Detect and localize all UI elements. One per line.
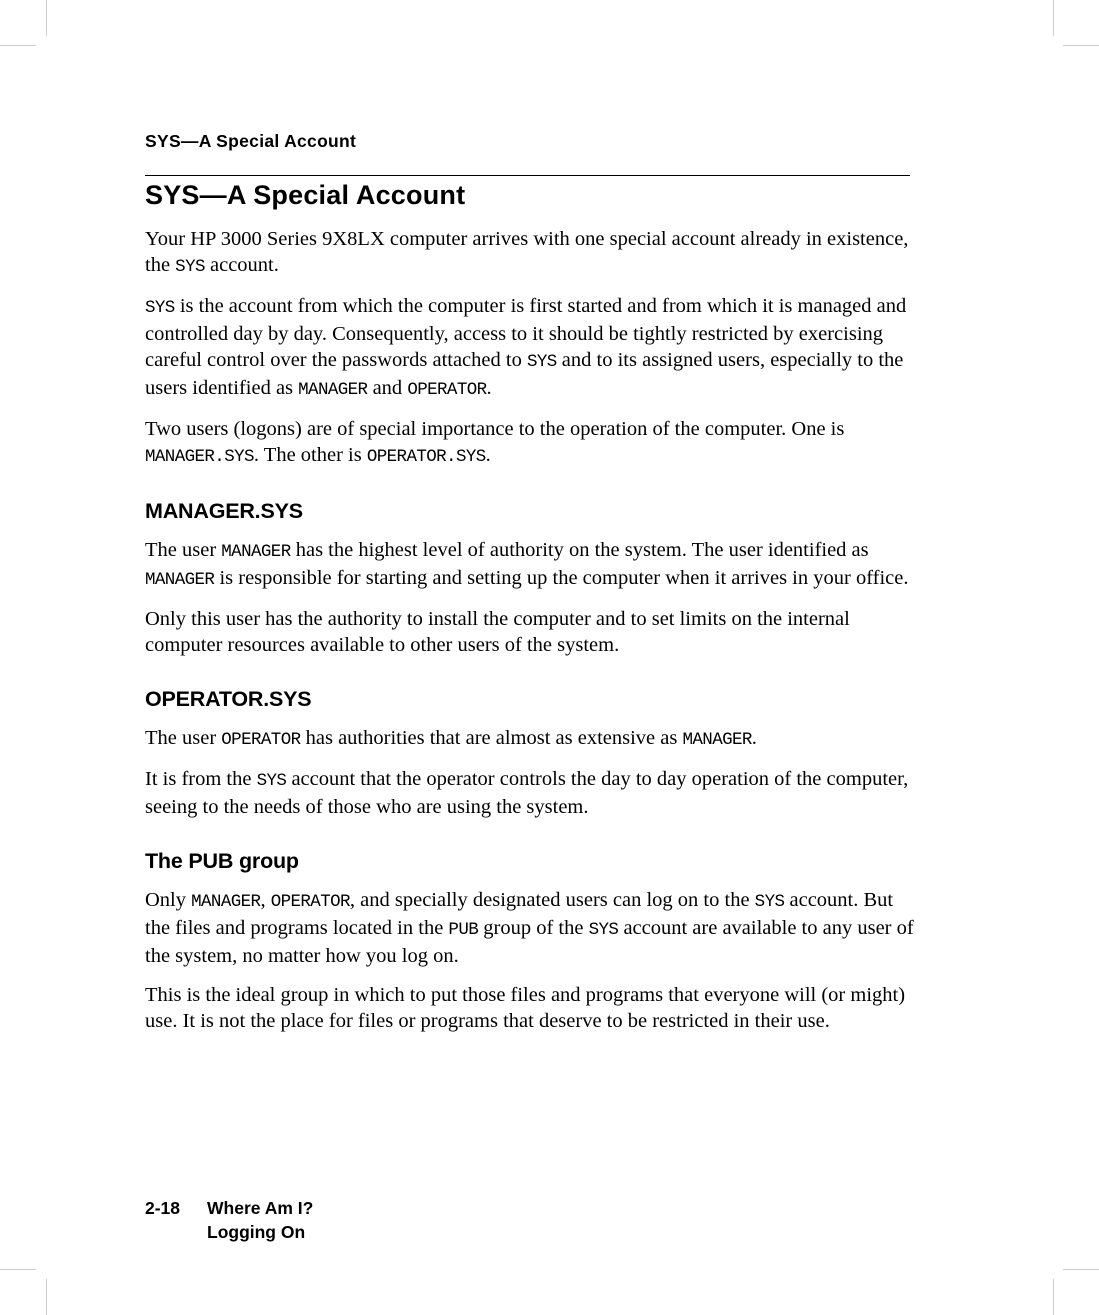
paragraph: Only MANAGER, OPERATOR, and specially designated users can log on to the SYS account. But the files and programs located in the PUB group of the SYS account are available to any user of the system, no matter how you log on. [145, 889, 914, 967]
paragraph: Only this user has the authority to install the computer and to set limits on the internal computer resources available to other users of the system. [145, 608, 850, 656]
section-heading: OPERATOR.SYS [145, 687, 312, 711]
inline-code: SYS [175, 257, 205, 277]
inline-code: MANAGER.SYS [145, 447, 254, 467]
paragraph: Two users (logons) are of special importance to the operation of the computer. One is MANAGER.SYS. The other is OPERATOR.SYS. [145, 418, 845, 467]
inline-code: SYS [754, 892, 785, 912]
paragraph: Your HP 3000 Series 9X8LX computer arrives with one special account already in existence, the SYS account. [145, 228, 909, 277]
crop-mark [46, 0, 47, 36]
crop-mark [0, 1269, 36, 1270]
paragraph: It is from the SYS account that the operator controls the day to day operation of the computer, seeing to the needs of those who are using the system. [145, 768, 909, 818]
page-title: SYS—A Special Account [145, 180, 466, 210]
inline-code: MANAGER [191, 892, 261, 912]
inline-code: MANAGER [221, 542, 291, 562]
page-number: 2-18 [145, 1198, 181, 1218]
paragraph: This is the ideal group in which to put those files and programs that everyone will (or might) use. It is not the place for files or programs that deserve to be restricted in their use. [145, 984, 906, 1032]
crop-mark [1063, 45, 1099, 46]
inline-code: OPERATOR.SYS [366, 447, 486, 467]
running-head: SYS—A Special Account [145, 131, 357, 151]
footer-section: Logging On [207, 1222, 306, 1242]
crop-mark [0, 45, 36, 46]
crop-mark [1053, 0, 1054, 36]
footer-chapter: Where Am I? [207, 1198, 314, 1218]
inline-code: SYS [526, 352, 557, 372]
section-heading: MANAGER.SYS [145, 499, 303, 523]
paragraph: The user OPERATOR has authorities that are almost as extensive as MANAGER. [145, 727, 757, 750]
inline-code: SYS [588, 920, 619, 940]
inline-code: SYS [145, 298, 175, 318]
inline-code: OPERATOR [221, 730, 301, 750]
inline-code: SYS [256, 771, 287, 791]
inline-code: OPERATOR [270, 892, 350, 912]
paragraph: SYS is the account from which the computer is first started and from which it is managed and controlled day by day. Consequently, access to it should be tightly restricted by exercising careful control over the passwords attached to SYS and to its assigned users, especially to the users identified as MANAGER and OPERATOR. [145, 295, 907, 400]
crop-mark [1053, 1279, 1054, 1315]
inline-code: MANAGER [298, 380, 368, 400]
crop-mark [46, 1279, 47, 1315]
inline-code: MANAGER [682, 730, 752, 750]
inline-code: MANAGER [145, 570, 215, 590]
footer-chapter-info [207, 1196, 313, 1244]
page-footer [145, 1196, 313, 1244]
paragraph: The user MANAGER has the highest level of authority on the system. The user identified as MANAGER is responsible for starting and setting up the computer when it arrives in your office. [145, 539, 909, 590]
inline-code: PUB [448, 920, 479, 940]
header-rule [145, 175, 910, 176]
document-body [145, 226, 915, 1047]
crop-mark [1063, 1269, 1099, 1270]
section-heading: The PUB group [145, 849, 299, 873]
inline-code: OPERATOR [407, 380, 487, 400]
